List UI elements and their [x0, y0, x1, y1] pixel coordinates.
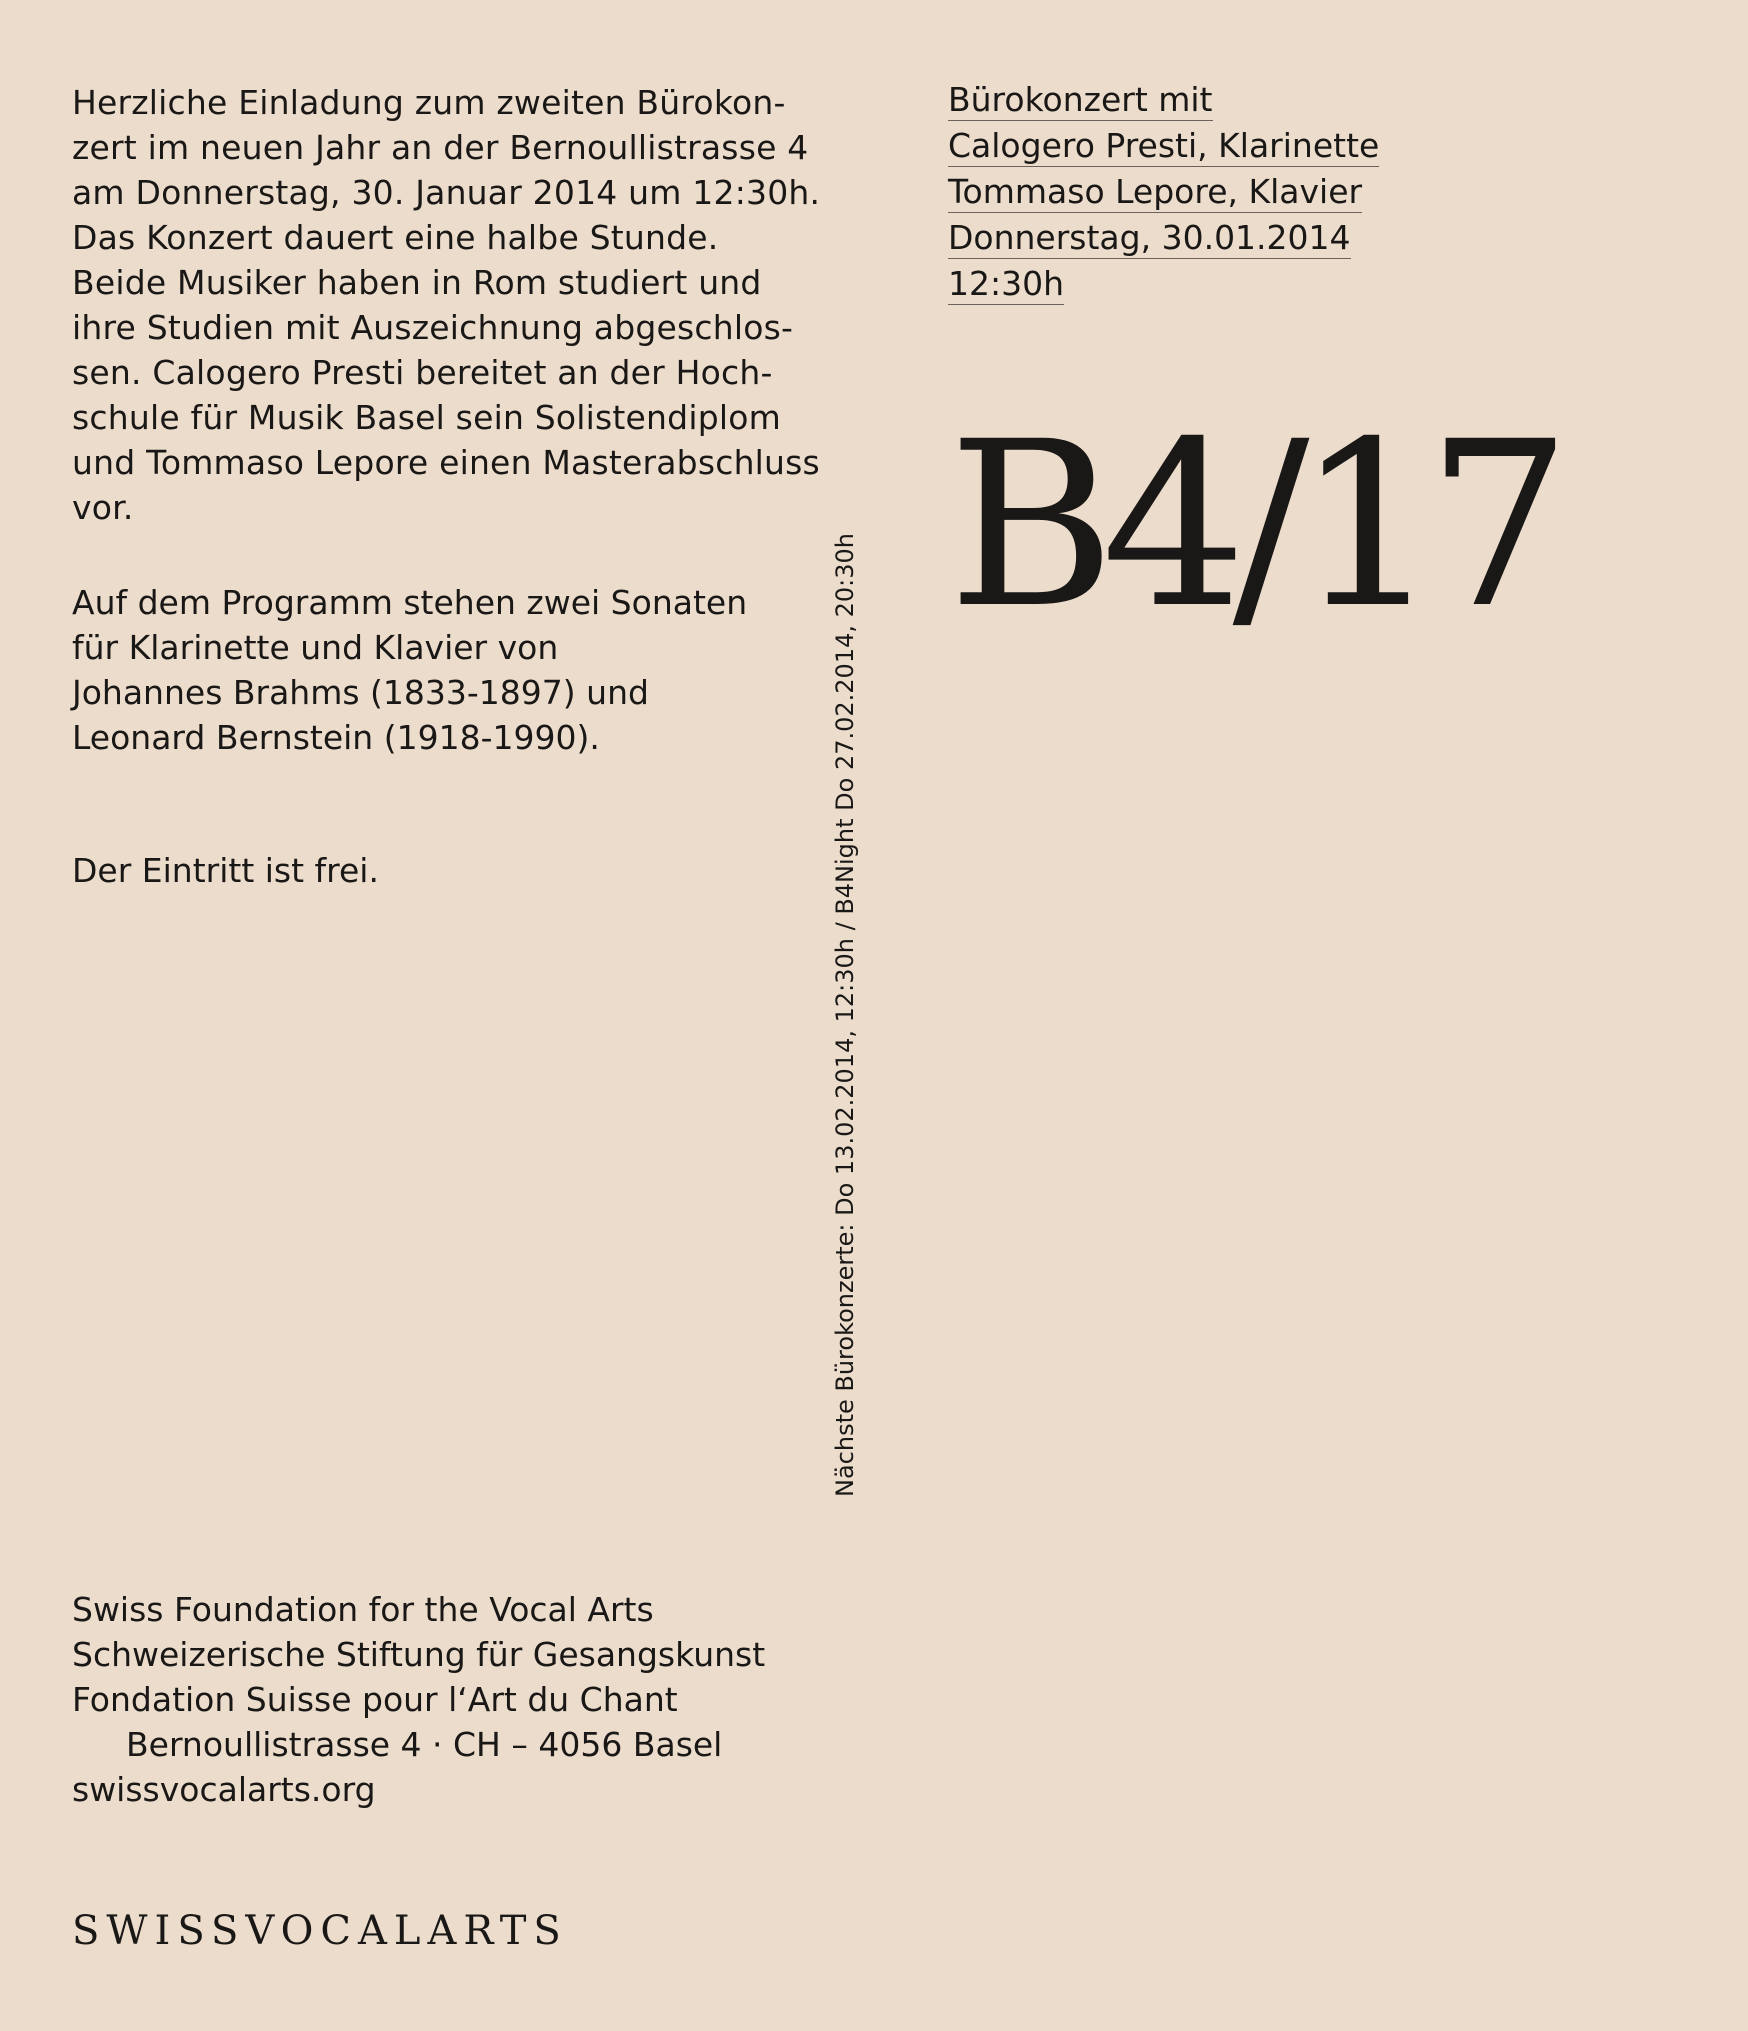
foundation-name-en: Swiss Foundation for the Vocal Arts: [72, 1590, 654, 1629]
intro-line: Beide Musiker haben in Rom studiert und: [72, 263, 762, 302]
intro-line: sen. Calogero Presti bereitet an der Hoch-: [72, 353, 773, 392]
foundation-address: Bernoullistrasse 4 · CH – 4056 Basel: [126, 1725, 723, 1764]
intro-line: zert im neuen Jahr an der Bernoullistrasse 4: [72, 128, 809, 167]
intro-line: vor.: [72, 488, 134, 527]
concert-line: Calogero Presti, Klarinette: [948, 126, 1380, 165]
foundation-website: swissvocalarts.org: [72, 1770, 376, 1809]
concert-line: Donnerstag, 30.01.2014: [948, 218, 1351, 257]
concert-details: [948, 80, 1379, 310]
event-number-title: B4/17: [948, 392, 1558, 658]
program-line: Johannes Brahms (1833-1897) und: [72, 673, 649, 712]
concert-line: 12:30h: [948, 264, 1065, 303]
intro-line: Das Konzert dauert eine halbe Stunde.: [72, 218, 719, 257]
intro-line: Herzliche Einladung zum zweiten Bürokon-: [72, 83, 786, 122]
intro-line: schule für Musik Basel sein Solistendiplom: [72, 398, 781, 437]
free-entry-note: Der Eintritt ist frei.: [72, 851, 379, 890]
foundation-name-fr: Fondation Suisse pour l‘Art du Chant: [72, 1680, 678, 1719]
brand-logo-text: SWISSVOCALARTS: [72, 1908, 568, 1954]
program-paragraph: [72, 580, 747, 760]
program-line: für Klarinette und Klavier von: [72, 628, 559, 667]
intro-line: und Tommaso Lepore einen Masterabschluss: [72, 443, 820, 482]
intro-line: ihre Studien mit Auszeichnung abgeschlos-: [72, 308, 794, 347]
concert-line: Bürokonzert mit: [948, 80, 1213, 119]
program-line: Auf dem Programm stehen zwei Sonaten: [72, 583, 748, 622]
foundation-info: [72, 1587, 765, 1812]
intro-line: am Donnerstag, 30. Januar 2014 um 12:30h.: [72, 173, 821, 212]
intro-paragraph: [72, 80, 821, 530]
concert-line: Tommaso Lepore, Klavier: [948, 172, 1363, 211]
upcoming-concerts-note: Nächste Bürokonzerte: Do 13.02.2014, 12:30h / B4Night Do 27.02.2014, 20:30h: [831, 533, 859, 1497]
foundation-name-de: Schweizerische Stiftung für Gesangskunst: [72, 1635, 766, 1674]
program-line: Leonard Bernstein (1918-1990).: [72, 718, 600, 757]
